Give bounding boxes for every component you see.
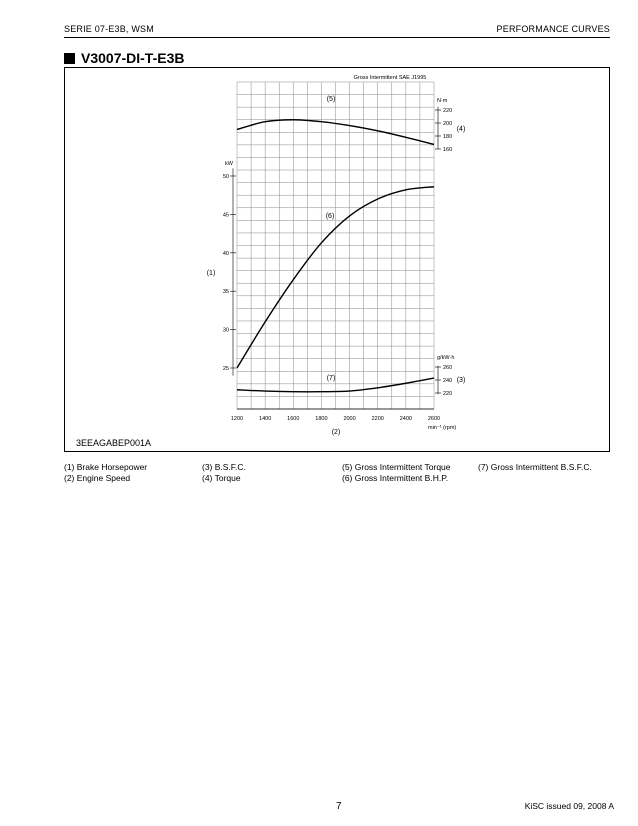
header-rule xyxy=(64,37,610,38)
figure-id: 3EEAGABEP001A xyxy=(76,438,152,448)
power-tick-label: 25 xyxy=(222,366,229,372)
legend-item: (5) Gross Intermittent Torque xyxy=(342,462,451,472)
legend-item: (6) Gross Intermittent B.H.P. xyxy=(342,473,449,483)
legend-col-4 xyxy=(478,462,592,473)
power-unit-label: kW xyxy=(225,161,233,167)
power-tick-label: 35 xyxy=(222,289,229,296)
bsfc-tick-label: 260 xyxy=(443,365,453,371)
x-tick-label: 1800 xyxy=(315,416,328,422)
square-bullet-icon xyxy=(64,53,75,64)
x-tick-label: 1600 xyxy=(287,416,300,422)
x-tick-label: 1200 xyxy=(230,416,244,422)
page-number: 7 xyxy=(336,801,342,812)
power-tick-label: 50 xyxy=(222,174,229,180)
x-tick-label: 1400 xyxy=(259,416,272,422)
bsfc-tick-label: 240 xyxy=(443,378,453,384)
x-tick-label: 2400 xyxy=(399,416,412,422)
bsfc-unit-label: g/kW·h xyxy=(437,355,455,361)
legend-item: (4) Torque xyxy=(202,473,241,483)
callout-speed-axis: (2) xyxy=(331,429,341,436)
x-tick-label: 2000 xyxy=(343,416,356,422)
torque-tick-label: 220 xyxy=(443,108,453,114)
legend-item: (2) Engine Speed xyxy=(64,473,131,483)
header-series: SERIE 07-E3B, WSM xyxy=(64,24,154,34)
x-tick-label: 2600 xyxy=(427,416,441,422)
x-tick-label: 2200 xyxy=(371,416,384,422)
legend-item: (3) B.S.F.C. xyxy=(202,462,246,472)
callout-power-axis: (1) xyxy=(206,270,216,277)
issue-note: KiSC issued 09, 2008 A xyxy=(524,801,614,811)
legend-col-3 xyxy=(342,462,451,484)
torque-tick-label: 180 xyxy=(443,134,453,140)
bsfc-tick-label: 220 xyxy=(443,391,453,397)
header-section: PERFORMANCE CURVES xyxy=(496,24,610,34)
callout-torque-curve: (5) xyxy=(326,96,336,103)
legend-item: (7) Gross Intermittent B.S.F.C. xyxy=(478,462,592,472)
torque-tick-label: 160 xyxy=(443,147,453,153)
power-tick-label: 30 xyxy=(222,327,229,334)
legend-col-1 xyxy=(64,462,147,484)
engine-model-label: V3007-DI-T-E3B xyxy=(81,50,185,66)
legend-item: (1) Brake Horsepower xyxy=(64,462,148,472)
engine-model-title xyxy=(64,50,184,66)
chart-title: Gross Intermittent SAE J1995 xyxy=(353,75,427,81)
torque-unit-label: N·m xyxy=(437,98,448,104)
figure-frame xyxy=(64,67,610,452)
callout-torque-axis: (4) xyxy=(456,126,466,133)
callout-bsfc-axis: (3) xyxy=(456,377,466,384)
callout-bsfc-curve: (7) xyxy=(326,375,336,382)
legend-col-2 xyxy=(202,462,246,484)
x-axis-label: min⁻¹ (rpm) xyxy=(428,425,457,431)
power-tick-label: 40 xyxy=(222,250,229,257)
callout-power-curve: (6) xyxy=(325,213,335,220)
torque-tick-label: 200 xyxy=(443,121,453,127)
power-tick-label: 45 xyxy=(222,212,229,219)
